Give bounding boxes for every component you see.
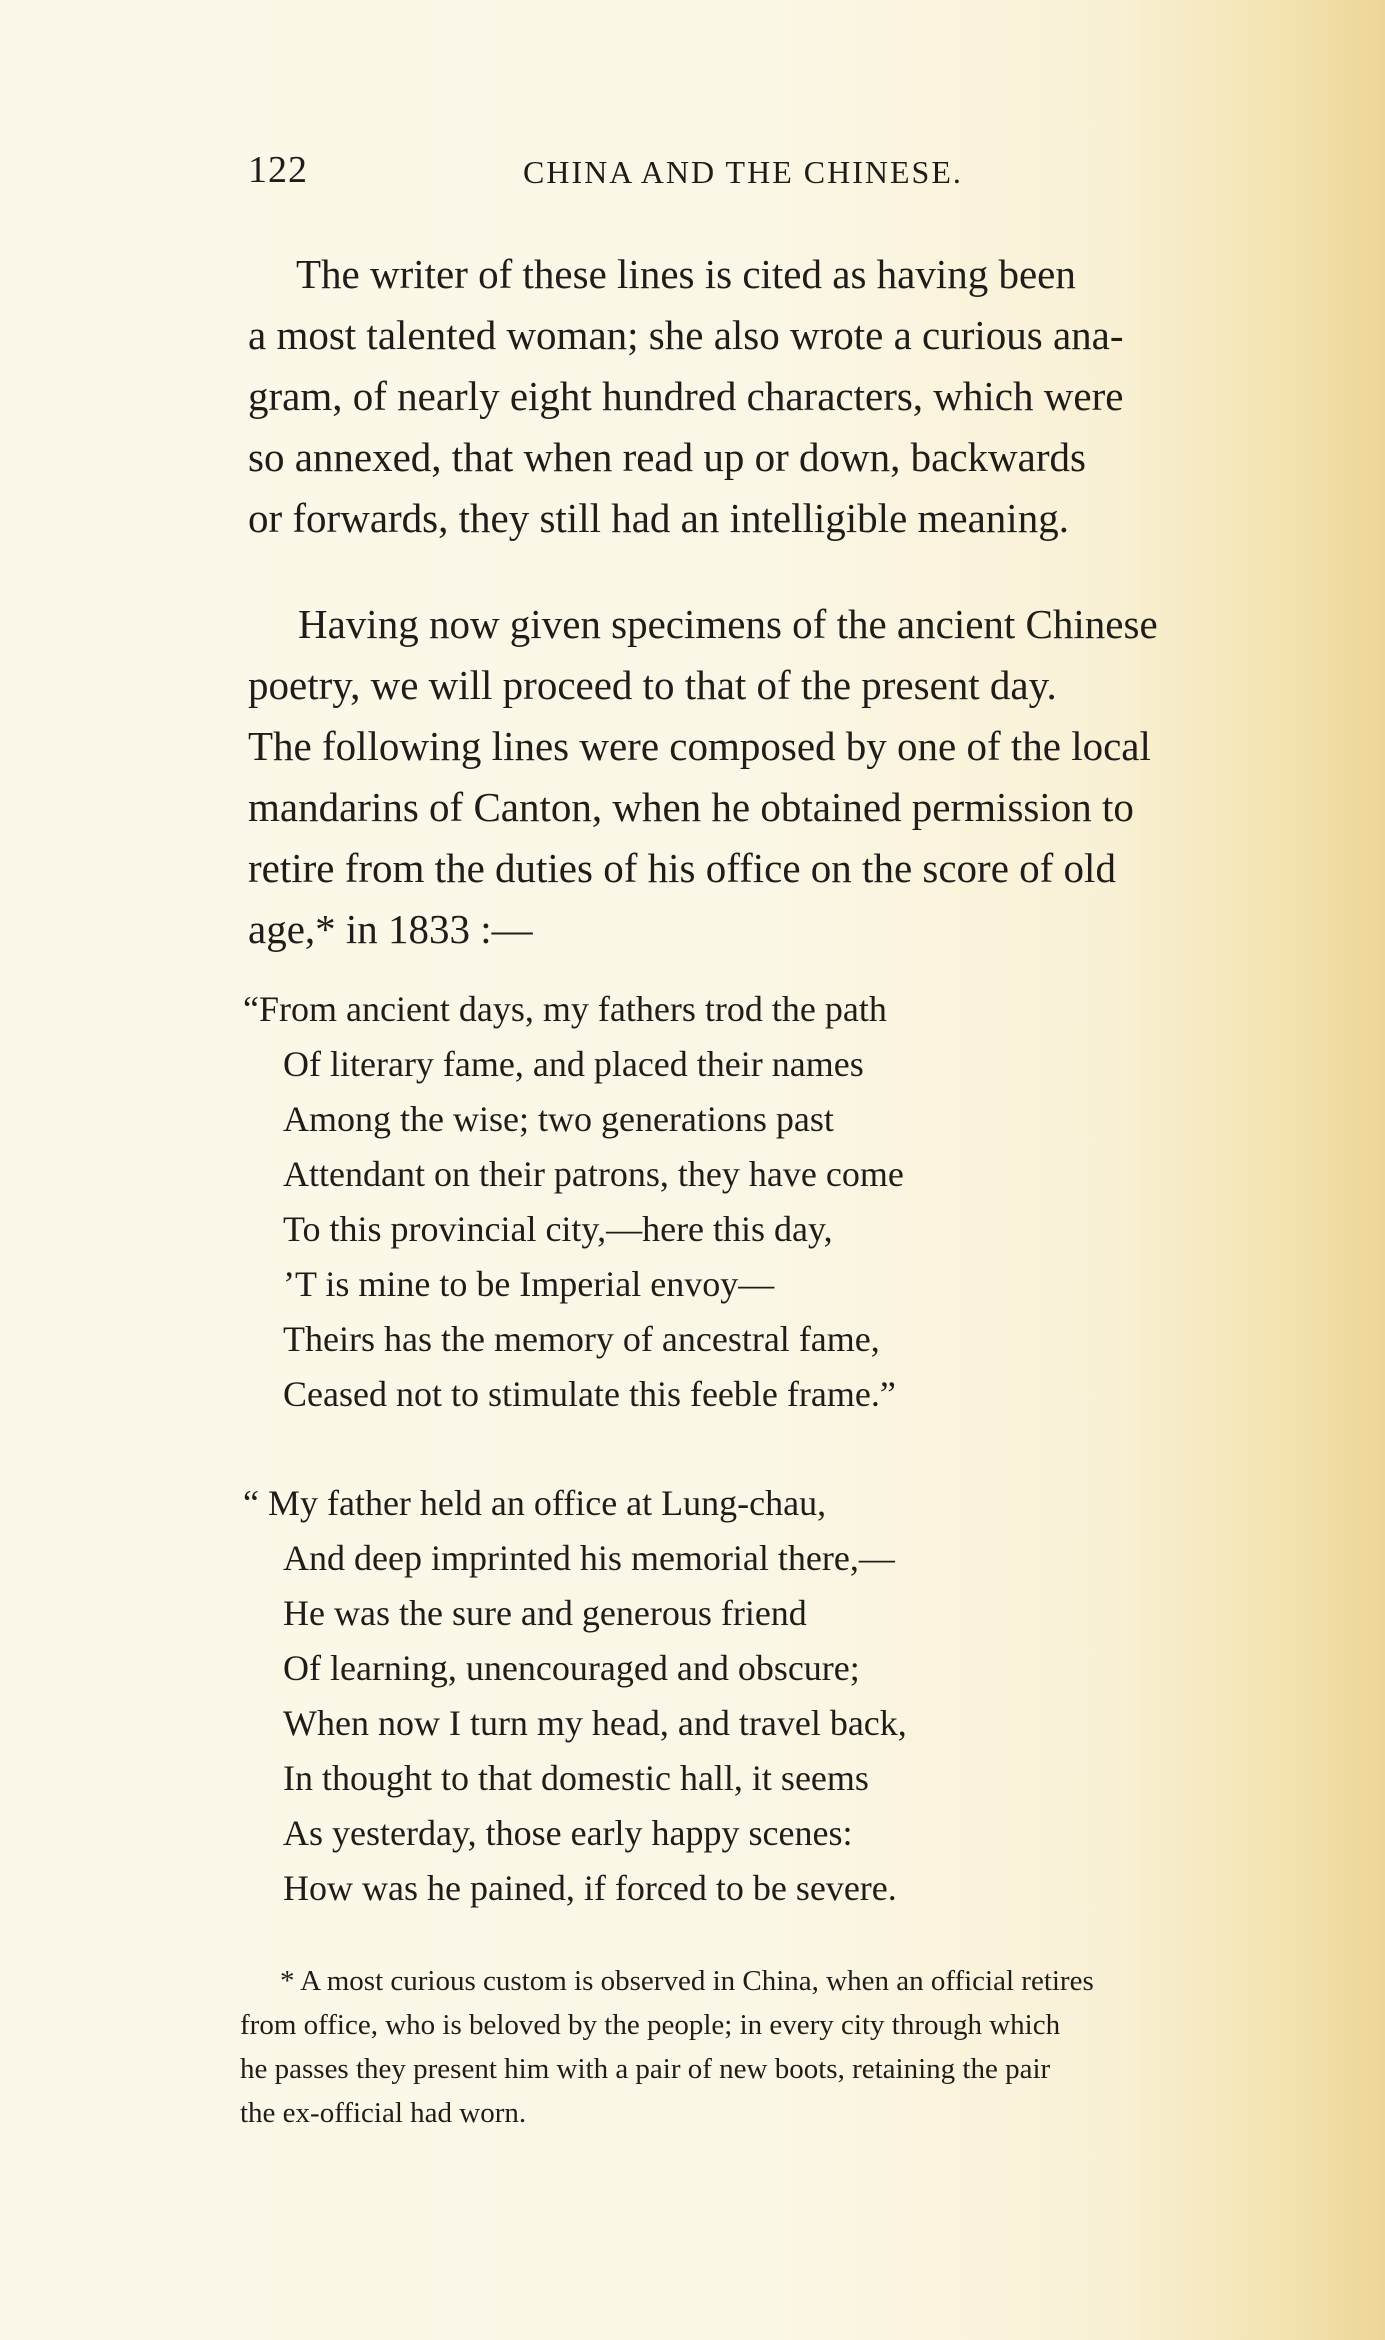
page-number: 122 [248,149,308,191]
poem-line: ’T is mine to be Imperial envoy— [283,1264,775,1304]
poem-line: Ceased not to stimulate this feeble frame.” [283,1374,896,1414]
text-line: or forwards, they still had an intelligible meaning. [248,495,1069,541]
footnote-line: * A most curious custom is observed in China, when an official retires [280,1965,1094,1997]
text-line: a most talented woman; she also wrote a curious ana- [248,312,1124,358]
poem-line: How was he pained, if forced to be severe. [283,1868,897,1908]
poem-stanza-1 [243,982,1143,1422]
poem-line: As yesterday, those early happy scenes: [283,1813,853,1853]
poem-line: And deep imprinted his memorial there,— [283,1538,895,1578]
poem-line: When now I turn my head, and travel back, [283,1703,907,1743]
poem-line: To this provincial city,—here this day, [283,1209,833,1249]
poem-line: In thought to that domestic hall, it seems [283,1758,869,1798]
poem-line: “ My father held an office at Lung-chau, [243,1483,827,1523]
paragraph-anagram [248,244,1338,549]
page-header [248,148,1078,204]
footnote-line: he passes they present him with a pair of new boots, retaining the pair [240,2053,1051,2085]
poem-line: Attendant on their patrons, they have come [283,1154,904,1194]
poem-line: He was the sure and generous friend [283,1593,807,1633]
text-line: age,* in 1833 :— [248,906,533,952]
poem-line: Among the wise; two generations past [283,1099,834,1139]
text-line: gram, of nearly eight hundred characters, which were [248,373,1124,419]
text-line: poetry, we will proceed to that of the present day. [248,662,1057,708]
text-line: so annexed, that when read up or down, backwards [248,434,1086,480]
poem-line: Of learning, unencouraged and obscure; [283,1648,860,1688]
text-line: mandarins of Canton, when he obtained permission to [248,784,1134,830]
poem-line: “From ancient days, my fathers trod the path [243,989,887,1029]
paragraph-specimens [248,594,1338,960]
footnote-line: the ex-official had worn. [240,2097,527,2129]
text-line: The writer of these lines is cited as having been [296,251,1076,297]
text-line: Having now given specimens of the ancient Chinese [298,601,1158,647]
text-line: retire from the duties of his office on the score of old [248,845,1116,891]
footnote-line: from office, who is beloved by the people; in every city through which [240,2009,1061,2041]
footnote [240,1959,1320,2135]
poem-line: Theirs has the memory of ancestral fame, [283,1319,880,1359]
text-line: The following lines were composed by one of the local [248,723,1151,769]
running-title: CHINA AND THE CHINESE. [523,154,963,190]
poem-stanza-2 [243,1476,1143,1916]
poem-line: Of literary fame, and placed their names [283,1044,864,1084]
